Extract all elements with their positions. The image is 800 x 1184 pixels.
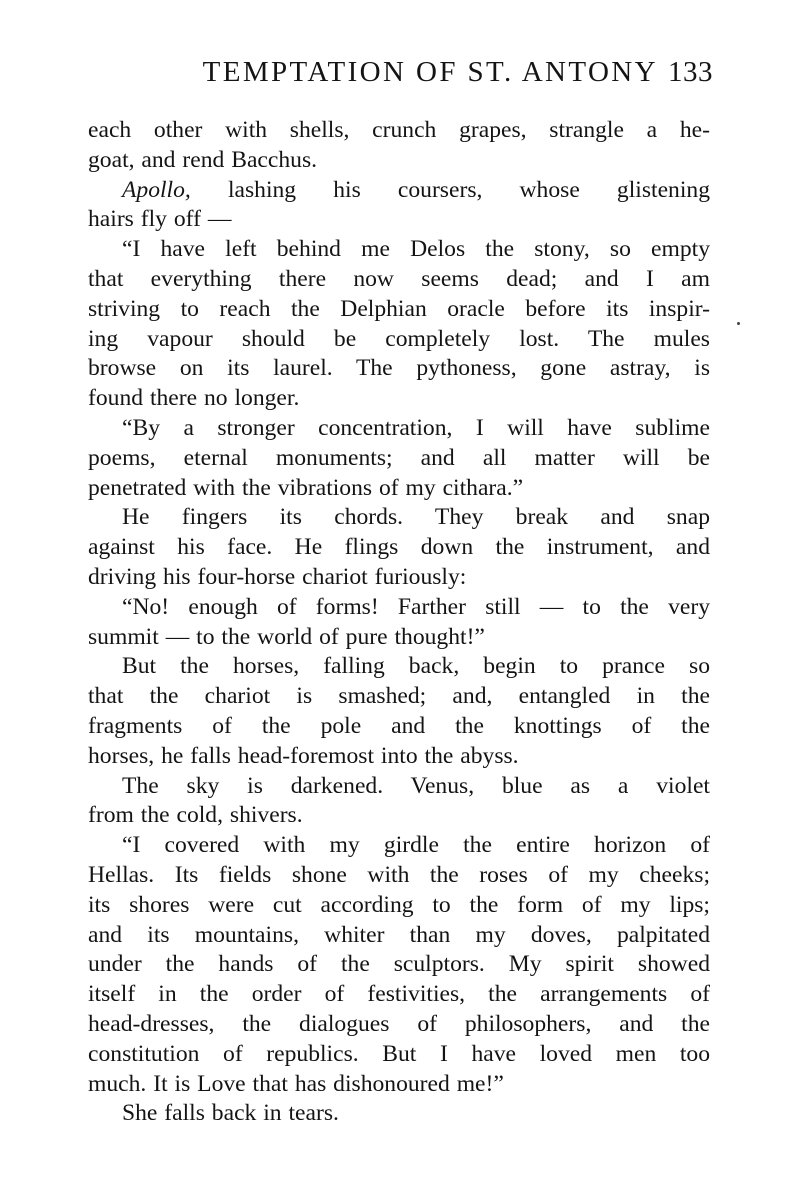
text-line: browse on its laurel. The pythoness, gone astray, is [88,355,710,382]
running-header [0,54,713,90]
text-line: each other with shells, crunch grapes, strangle a he- [88,117,710,143]
text-line: fragments of the pole and the knottings of the [88,712,710,739]
text-line: driving his four-horse chariot furiously: [88,563,467,590]
running-title: TEMPTATION OF ST. ANTONY [202,56,658,88]
text-line: The sky is darkened. Venus, blue as a violet [122,772,710,799]
text-line: “By a stronger concentration, I will have sublime [122,414,710,441]
text-line: constitution of republics. But I have loved men too [88,1040,710,1067]
paragraph [88,652,710,771]
text-line: horses, he falls head-foremost into the abyss. [88,742,519,769]
text-line: that everything there now seems dead; and I am [88,265,710,292]
text-line: from the cold, shivers. [88,802,303,829]
page-number: 133 [668,56,713,88]
paragraph [88,235,710,414]
text-line: poems, eternal monuments; and all matter will be [88,444,710,471]
text-line: much. It is Love that has dishonoured me!” [88,1070,504,1097]
text-line: found there no longer. [88,385,300,412]
text-line: hairs fly off — [88,206,232,233]
body-text [88,116,710,1129]
paragraph [88,503,710,592]
text-line: against his face. He flings down the instrument, and [88,534,710,561]
paragraph [88,772,710,832]
text-line: ing vapour should be completely lost. The mules [88,325,710,352]
speaker-name: Apollo, [122,176,191,203]
text-line: head-dresses, the dialogues of philosophers, and the [88,1010,710,1037]
text-line: that the chariot is smashed; and, entangled in the [88,683,710,710]
paragraph [88,116,710,176]
text-line: Apollo, lashing his coursers, whose glistening [122,176,710,203]
text-line: She falls back in tears. [122,1100,339,1127]
text-line: under the hands of the sculptors. My spirit showed [88,951,710,978]
paragraph [88,176,710,236]
text-line: striving to reach the Delphian oracle before its inspir- [88,295,710,322]
text-line: and its mountains, whiter than my doves, palpitated [88,921,710,948]
text-line: its shores were cut according to the form of my lips; [88,891,710,918]
paragraph [88,1099,710,1129]
text-line: “I covered with my girdle the entire horizon of [122,832,710,859]
text-line: But the horses, falling back, begin to prance so [122,653,710,680]
paragraph [88,414,710,503]
ink-speck [737,322,740,325]
text-line: goat, and rend Bacchus. [88,146,318,173]
text-line: Hellas. Its fields shone with the roses of my cheeks; [88,861,710,888]
text-line: He fingers its chords. They break and snap [122,504,710,531]
text-line: penetrated with the vibrations of my cithara.” [88,474,524,501]
text-line: “I have left behind me Delos the stony, so empty [122,236,710,263]
text-line: summit — to the world of pure thought!” [88,623,485,650]
text-line: itself in the order of festivities, the arrangements of [88,981,710,1008]
paragraph [88,831,710,1099]
text-line: “No! enough of forms! Farther still — to the very [122,593,710,620]
paragraph [88,593,710,653]
